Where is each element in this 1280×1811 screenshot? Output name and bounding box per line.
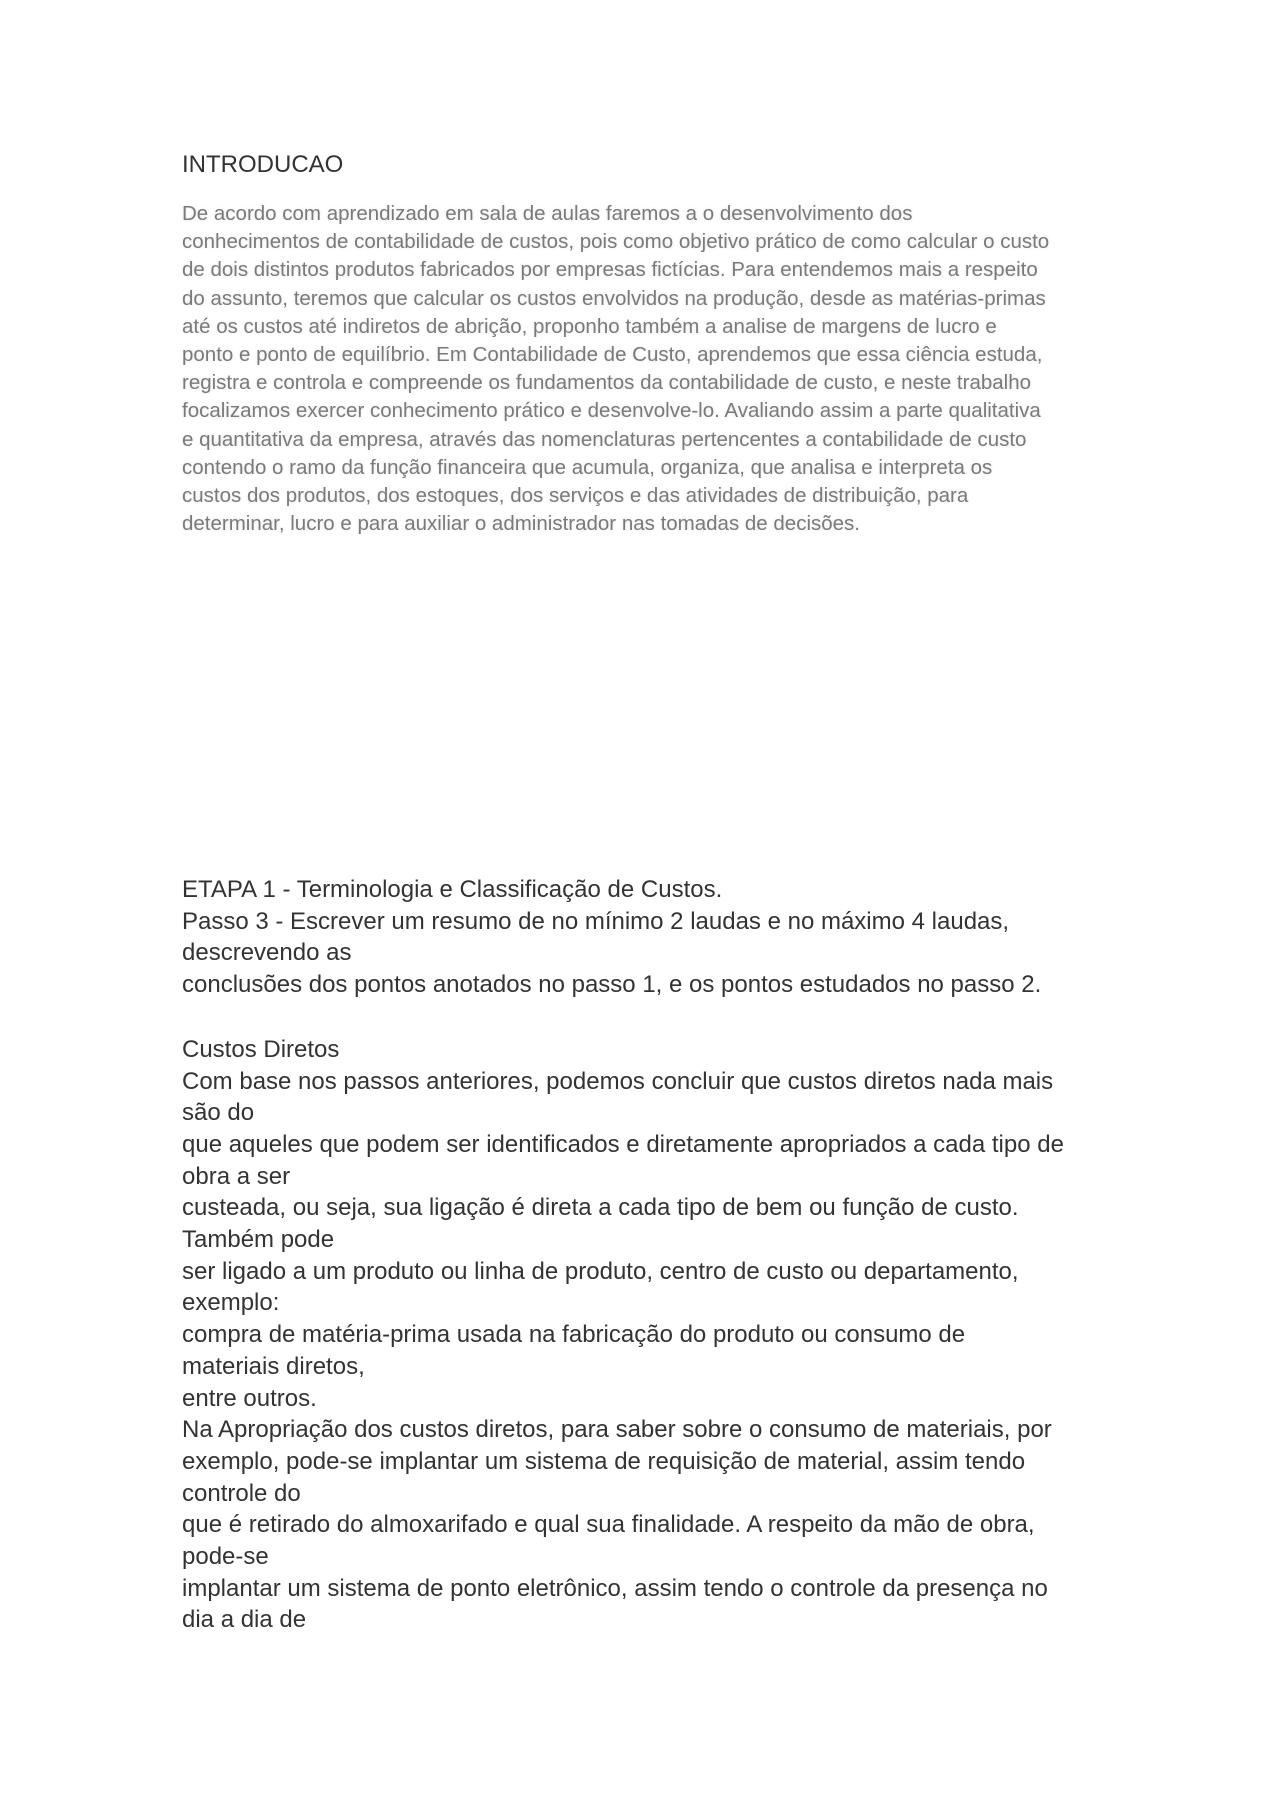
- intro-line: registra e controla e compreende os fundamentos da contabilidade de custo, e neste trabalho: [182, 371, 1032, 395]
- intro-line: determinar, lucro e para auxiliar o administrador nas tomadas de decisões.: [182, 512, 860, 536]
- intro-line: ponto e ponto de equilíbrio. Em Contabilidade de Custo, aprendemos que essa ciência estuda,: [182, 343, 1043, 367]
- etapa-section: [182, 874, 1112, 1636]
- custos-line: que é retirado do almoxarifado e qual sua finalidade. A respeito da mão de obra,: [182, 1511, 1035, 1539]
- passo-line: conclusões dos pontos anotados no passo 1, e os pontos estudados no passo 2.: [182, 971, 1042, 999]
- intro-paragraph: [182, 200, 1112, 538]
- intro-line: de dois distintos produtos fabricados por empresas fictícias. Para entendemos mais a respeito: [182, 258, 1038, 282]
- custos-line: dia a dia de: [182, 1606, 307, 1634]
- intro-line: conhecimentos de contabilidade de custos, pois como objetivo prático de como calcular o custo: [182, 230, 1050, 254]
- custos-line: pode-se: [182, 1543, 269, 1571]
- custos-line: controle do: [182, 1479, 301, 1507]
- intro-line: contendo o ramo da função financeira que acumula, organiza, que analisa e interpreta os: [182, 455, 993, 479]
- intro-line: do assunto, teremos que calcular os custos envolvidos na produção, desde as matérias-primas: [182, 286, 1046, 310]
- custos-line: implantar um sistema de ponto eletrônico, assim tendo o controle da presença no: [182, 1574, 1048, 1602]
- custos-heading: Custos Diretos: [182, 1035, 340, 1063]
- intro-line: De acordo com aprendizado em sala de aulas faremos a o desenvolvimento dos: [182, 202, 913, 225]
- passo-line: descrevendo as: [182, 939, 352, 967]
- custos-line: Também pode: [182, 1226, 335, 1254]
- custos-line: compra de matéria-prima usada na fabricação do produto ou consumo de: [182, 1321, 966, 1349]
- custos-line: custeada, ou seja, sua ligação é direta a cada tipo de bem ou função de custo.: [182, 1194, 1019, 1222]
- intro-title: INTRODUCAO: [182, 151, 344, 178]
- intro-line: até os custos até indiretos de abrição, proponho também a analise de margens de lucro e: [182, 314, 997, 338]
- custos-line: são do: [182, 1099, 255, 1127]
- intro-line: focalizamos exercer conhecimento prático e desenvolve-lo. Avaliando assim a parte qualitativa: [182, 399, 1041, 423]
- intro-line: e quantitativa da empresa, através das nomenclaturas pertencentes a contabilidade de custo: [182, 427, 1027, 451]
- section-spacer: [182, 1001, 1112, 1034]
- custos-line: exemplo:: [182, 1289, 280, 1317]
- custos-line: materiais diretos,: [182, 1352, 365, 1380]
- passo-line: Passo 3 - Escrever um resumo de no mínimo 2 laudas e no máximo 4 laudas,: [182, 907, 1010, 935]
- custos-line: exemplo, pode-se implantar um sistema de requisição de material, assim tendo: [182, 1447, 1026, 1475]
- custos-line: Com base nos passos anteriores, podemos concluir que custos diretos nada mais: [182, 1067, 1054, 1095]
- custos-line: que aqueles que podem ser identificados e diretamente apropriados a cada tipo de: [182, 1130, 1064, 1158]
- custos-line: entre outros.: [182, 1384, 317, 1412]
- custos-line: ser ligado a um produto ou linha de produto, centro de custo ou departamento,: [182, 1257, 1019, 1285]
- etapa-title: ETAPA 1 - Terminologia e Classificação de Custos.: [182, 876, 723, 903]
- custos-line: obra a ser: [182, 1162, 291, 1190]
- intro-line: custos dos produtos, dos estoques, dos serviços e das atividades de distribuição, para: [182, 484, 969, 508]
- custos-line: Na Apropriação dos custos diretos, para saber sobre o consumo de materiais, por: [182, 1416, 1052, 1444]
